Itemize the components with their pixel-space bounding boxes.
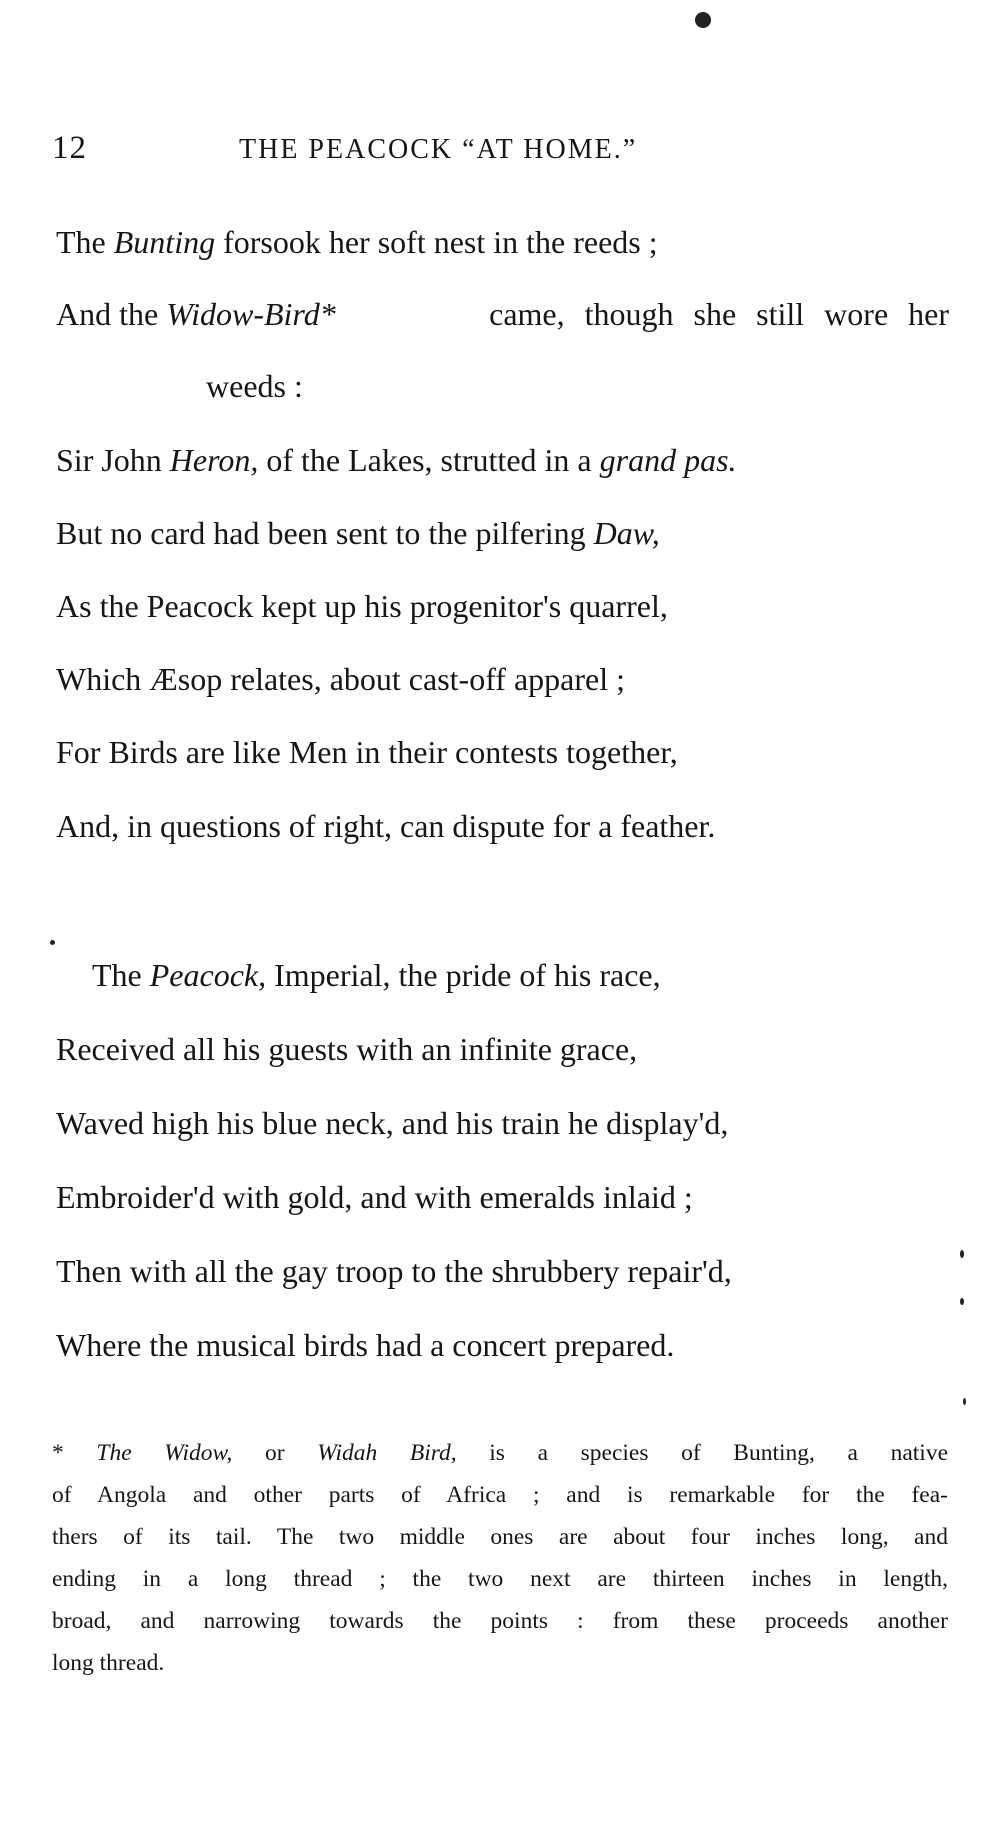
- footnote-line: of Angola and other parts of Africa ; and is remarkable for the fea-: [52, 1482, 948, 1508]
- ink-speck: [960, 1298, 964, 1305]
- verse-italic: Peacock,: [149, 957, 267, 993]
- verse-italic: Daw,: [593, 515, 660, 551]
- verse-line: [56, 732, 678, 772]
- verse-text: Received all his guests with an infinite grace,: [56, 1031, 638, 1067]
- verse-line: [56, 1251, 732, 1291]
- verse-line: [56, 222, 658, 262]
- verse-line: [56, 294, 949, 334]
- verse-text: came, though she still wore her: [489, 296, 949, 332]
- verse-italic: grand pas.: [599, 442, 737, 478]
- verse-text: of the Lakes, strutted in a: [258, 442, 600, 478]
- page-number: 12: [52, 130, 87, 166]
- verse-text: For Birds are like Men in their contests together,: [56, 734, 678, 770]
- footnote-line: ending in a long thread ; the two next are thirteen inches in length,: [52, 1566, 948, 1592]
- running-header: [52, 130, 952, 180]
- verse-text: forsook her soft nest in the reeds ;: [215, 224, 658, 260]
- verse-text: weeds :: [206, 368, 303, 404]
- verse-text: Which Æsop relates, about cast-off apparel ;: [56, 661, 625, 697]
- footnote-marker: *: [52, 1440, 64, 1466]
- running-title: THE PEACOCK “AT HOME.”: [239, 134, 638, 165]
- verse-text: Embroider'd with gold, and with emeralds inlaid ;: [56, 1179, 693, 1215]
- verse-italic: Widow-Bird*: [166, 296, 336, 332]
- verse-text: The: [92, 957, 150, 993]
- ink-speck: [960, 1250, 964, 1258]
- footnote-line: [52, 1432, 948, 1474]
- verse-line: [56, 513, 660, 553]
- verse-text: And, in questions of right, can dispute for a feather.: [56, 808, 716, 844]
- verse-text: Imperial, the pride of his race,: [266, 957, 661, 993]
- ink-speck: [963, 1398, 966, 1405]
- footnote-text: is a species of Bunting, a native: [456, 1440, 949, 1466]
- verse-line: [206, 366, 303, 406]
- verse-line: [56, 1177, 693, 1217]
- verse-text: The: [56, 224, 114, 260]
- verse-text-group: [56, 294, 336, 334]
- footnote: [52, 1432, 948, 1684]
- footnote-line: broad, and narrowing towards the points : from these proceeds another: [52, 1608, 948, 1634]
- footnote-line: thers of its tail. The two middle ones are about four inches long, and: [52, 1524, 948, 1550]
- verse-line: [56, 806, 715, 846]
- verse-line: [56, 1325, 674, 1365]
- verse-text: Where the musical birds had a concert prepared.: [56, 1327, 675, 1363]
- verse-line: [56, 1029, 637, 1069]
- verse-text: As the Peacock kept up his progenitor's quarrel,: [56, 588, 668, 624]
- verse-line: [92, 955, 661, 995]
- verse-italic: Heron,: [169, 442, 259, 478]
- verse-text: Waved high his blue neck, and his train he display'd,: [56, 1105, 729, 1141]
- ink-speck: [50, 940, 55, 945]
- footnote-text: or: [232, 1440, 318, 1466]
- verse-line: [56, 659, 625, 699]
- verse-line: [56, 440, 737, 480]
- verse-text: Then with all the gay troop to the shrubbery repair'd,: [56, 1253, 732, 1289]
- verse-text: But no card had been sent to the pilfering: [56, 515, 594, 551]
- footnote-italic: Widah Bird,: [317, 1440, 457, 1466]
- verse-text: And the: [56, 296, 167, 332]
- ink-speck: [695, 12, 711, 28]
- footnote-italic: The Widow,: [96, 1440, 233, 1466]
- verse-line: [56, 1103, 728, 1143]
- verse-line: [56, 586, 668, 626]
- verse-text: Sir John: [56, 442, 170, 478]
- verse-italic: Bunting: [113, 224, 216, 260]
- footnote-line: long thread.: [52, 1650, 165, 1676]
